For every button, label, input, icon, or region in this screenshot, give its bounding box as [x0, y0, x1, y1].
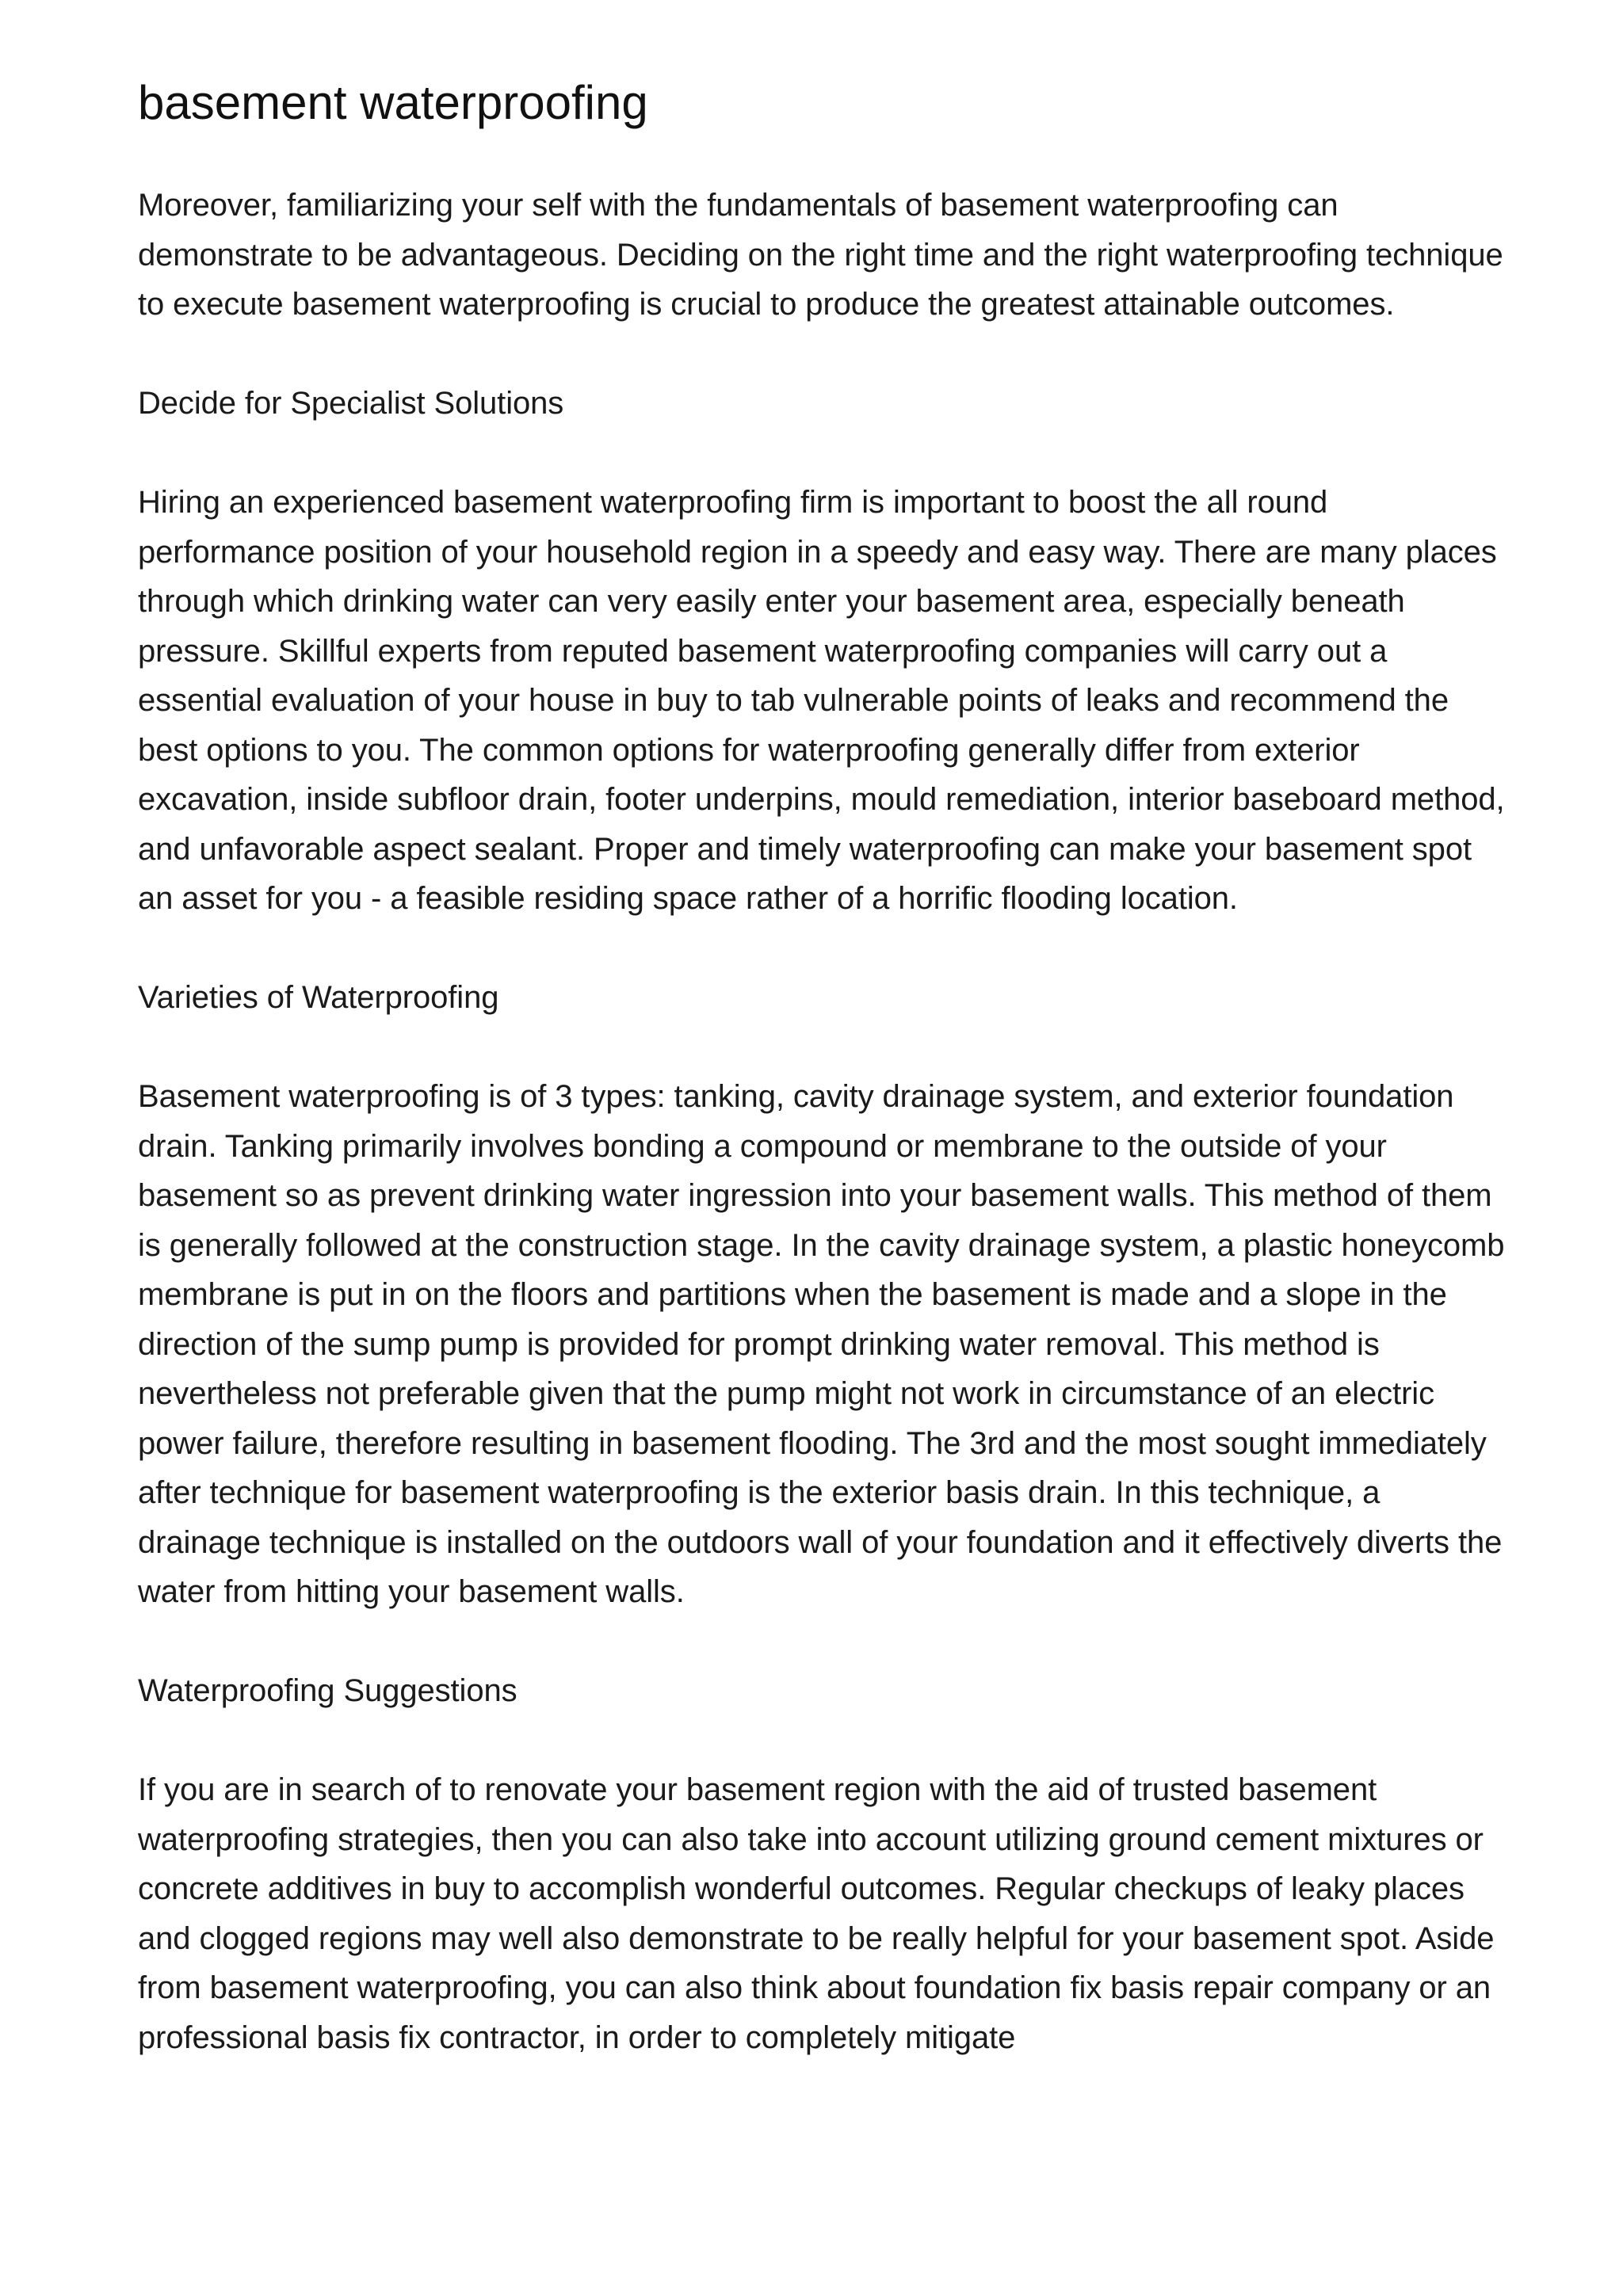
specialist-paragraph: Hiring an experienced basement waterproofing firm is important to boost the all round performance position of your household region in a speedy and easy way. There are many places through which drinking water can very easily enter your basement area, especially beneath pressure. Skillful experts from reputed basement waterproofing companies will carry out a essential evaluation of your house in buy to tab vulnerable points of leaks and recommend the best options to you. The common options for waterproofing generally differ from exterior excavation, inside subfloor drain, footer underpins, mould remediation, interior baseboard method, and unfavorable aspect sealant. Proper and timely waterproofing can make your basement spot an asset for you - a feasible residing space rather of a horrific flooding location. [138, 485, 1505, 916]
section-heading-specialist: Decide for Specialist Solutions [138, 386, 564, 421]
document-page [138, 0, 1509, 2062]
paragraph-spacer [138, 330, 1509, 379]
section-heading-varieties: Varieties of Waterproofing [138, 980, 499, 1015]
page-title: basement waterproofing [138, 76, 648, 129]
varieties-paragraph: Basement waterproofing is of 3 types: tanking, cavity drainage system, and exterior foundation drain. Tanking primarily involves bonding a compound or membrane to the outside of your basement so as prevent drinking water ingression into your basement walls. This method of them is generally followed at the construction stage. In the cavity drainage system, a plastic honeycomb membrane is put in on the floors and partitions when the basement is made and a slope in the direction of the sump pump is provided for prompt drinking water removal. This method is nevertheless not preferable given that the pump might not work in circumstance of an electric power failure, therefore resulting in basement flooding. The 3rd and the most sought immediately after technique for basement waterproofing is the exterior basis drain. In this technique, a drainage technique is installed on the outdoors wall of your foundation and it effectively diverts the water from hitting your basement walls. [138, 1079, 1505, 1609]
section-heading-suggestions: Waterproofing Suggestions [138, 1673, 517, 1708]
suggestions-paragraph: If you are in search of to renovate your basement region with the aid of trusted basement waterproofing strategies, then you can also take into account utilizing ground cement mixtures or concrete additives in buy to accomplish wonderful outcomes. Regular checkups of leaky places and clogged regions may well also demonstrate to be really helpful for your basement spot. Aside from basement waterproofing, you can also think about foundation fix basis repair company or an professional basis fix contractor, in order to completely mitigate [138, 1772, 1495, 2055]
paragraph-spacer [138, 924, 1509, 974]
paragraph-spacer [138, 1023, 1509, 1073]
paragraph-spacer [138, 1716, 1509, 1766]
paragraph-spacer [138, 429, 1509, 479]
intro-paragraph: Moreover, familiarizing your self with the fundamentals of basement waterproofing can demonstrate to be advantageous. Deciding on the right time and the right waterproofing technique to execute basement waterproofing is crucial to produce the greatest attainable outcomes. [138, 188, 1503, 322]
paragraph-spacer [138, 1617, 1509, 1667]
article-body [138, 181, 1509, 2062]
